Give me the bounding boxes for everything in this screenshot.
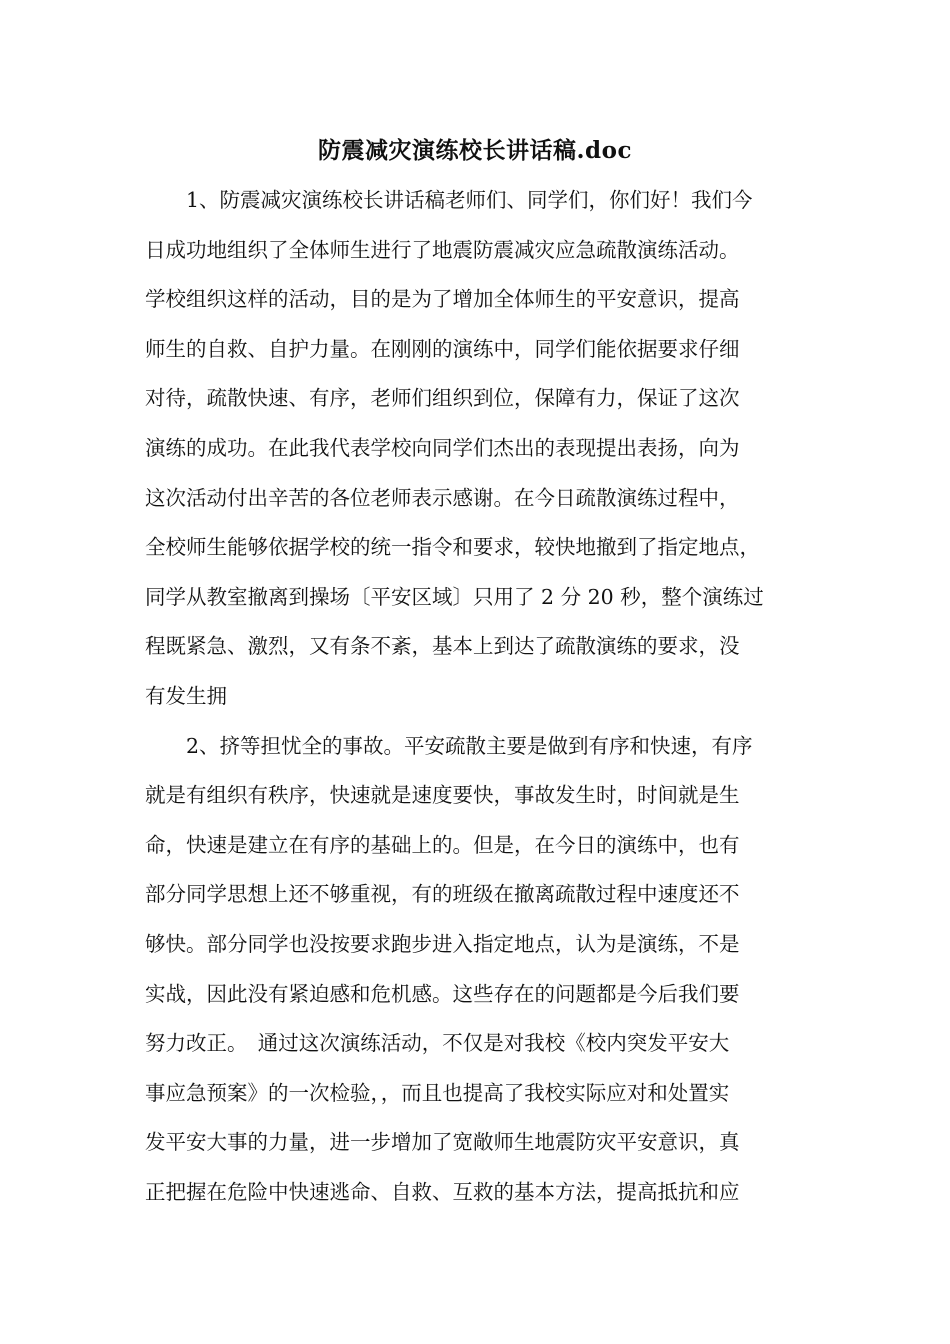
paragraph-line: 部分同学思想上还不够重视，有的班级在撤离疏散过程中速度还不 bbox=[145, 882, 740, 907]
paragraph-line: 实战，因此没有紧迫感和危机感。这些存在的问题都是今后我们要 bbox=[145, 981, 740, 1006]
paragraph-line: 2、挤等担忧全的事故。平安疏散主要是做到有序和快速，有序 bbox=[186, 733, 753, 758]
paragraph-line: 日成功地组织了全体师生进行了地震防震减灾应急疏散演练活动。 bbox=[145, 237, 740, 262]
paragraph-line: 同学从教室撤离到操场〔平安区域〕只用了 2 分 20 秒，整个演练过 bbox=[145, 584, 764, 609]
paragraph-line: 演练的成功。在此我代表学校向同学们杰出的表现提出表扬，向为 bbox=[145, 435, 740, 460]
paragraph-line: 有发生拥 bbox=[145, 683, 227, 708]
paragraph-line: 这次活动付出辛苦的各位老师表示感谢。在今日疏散演练过程中， bbox=[145, 485, 740, 510]
paragraph-2 bbox=[145, 728, 810, 1224]
paragraph-line: 努力改正。 通过这次演练活动，不仅是对我校《校内突发平安大 bbox=[145, 1031, 730, 1056]
paragraph-line: 命，快速是建立在有序的基础上的。但是，在今日的演练中，也有 bbox=[145, 832, 740, 857]
paragraph-line: 发平安大事的力量，进一步增加了宽敞师生地震防灾平安意识，真 bbox=[145, 1130, 740, 1155]
paragraph-line: 事应急预案》的一次检验，，而且也提高了我校实际应对和处置实 bbox=[145, 1080, 730, 1105]
paragraph-line: 就是有组织有秩序，快速就是速度要快，事故发生时，时间就是生 bbox=[145, 783, 740, 808]
paragraph-line: 1、防震减灾演练校长讲话稿老师们、同学们，你们好！我们今 bbox=[186, 188, 753, 212]
paragraph-line: 够快。部分同学也没按要求跑步进入指定地点，认为是演练，不是 bbox=[145, 931, 740, 956]
document-body bbox=[145, 182, 810, 1223]
document-title: 防震减灾演练校长讲话稿.doc bbox=[318, 137, 632, 164]
paragraph-line: 师生的自救、自护力量。在刚刚的演练中，同学们能依据要求仔细 bbox=[145, 336, 740, 361]
paragraph-line: 全校师生能够依据学校的统一指令和要求，较快地撤到了指定地点， bbox=[145, 535, 760, 560]
paragraph-line: 程既紧急、激烈，又有条不紊，基本上到达了疏散演练的要求，没 bbox=[145, 634, 740, 659]
paragraph-line: 对待，疏散快速、有序，老师们组织到位，保障有力，保证了这次 bbox=[145, 386, 740, 411]
paragraph-line: 学校组织这样的活动，目的是为了增加全体师生的平安意识，提高 bbox=[145, 287, 740, 312]
paragraph-1 bbox=[145, 182, 810, 728]
paragraph-line: 正把握在危险中快速逃命、自救、互救的基本方法，提高抵抗和应 bbox=[145, 1179, 740, 1204]
